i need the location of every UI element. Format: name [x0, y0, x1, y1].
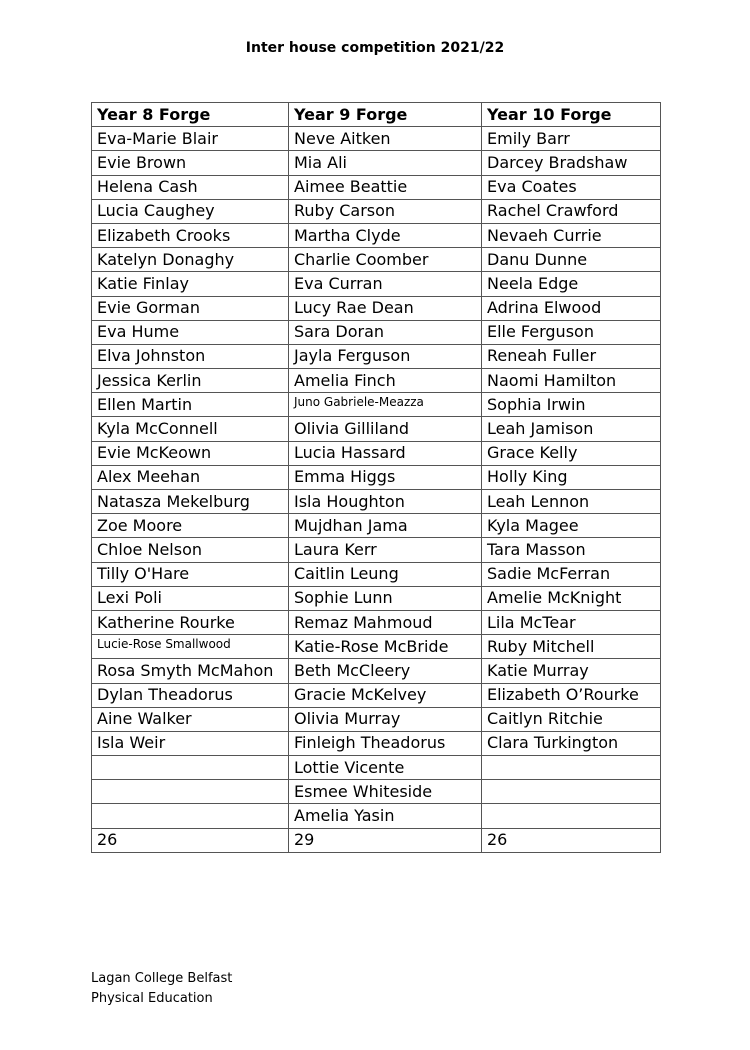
table-row — [92, 538, 661, 562]
student-cell-year-10: Emily Barr — [482, 127, 661, 151]
student-cell-year-8: Evie McKeown — [92, 441, 289, 465]
table-row — [92, 465, 661, 489]
student-cell-year-8: Elizabeth Crooks — [92, 223, 289, 247]
student-cell-year-9: Sara Doran — [289, 320, 482, 344]
student-cell-year-10: Leah Jamison — [482, 417, 661, 441]
table-row — [92, 223, 661, 247]
student-cell-year-10: Sadie McFerran — [482, 562, 661, 586]
student-cell-year-10: Holly King — [482, 465, 661, 489]
student-cell-year-8: Natasza Mekelburg — [92, 490, 289, 514]
student-cell-year-9: Aimee Beattie — [289, 175, 482, 199]
table-row — [92, 562, 661, 586]
table-row — [92, 514, 661, 538]
student-cell-year-8 — [92, 780, 289, 804]
student-cell-year-9: Sophie Lunn — [289, 586, 482, 610]
student-cell-year-8: Elva Johnston — [92, 344, 289, 368]
student-cell-year-9: Remaz Mahmoud — [289, 610, 482, 634]
student-cell-year-9: Charlie Coomber — [289, 248, 482, 272]
student-cell-year-9: Finleigh Theadorus — [289, 731, 482, 755]
student-cell-year-9: Lottie Vicente — [289, 756, 482, 780]
student-cell-year-10: Naomi Hamilton — [482, 369, 661, 393]
student-cell-year-10: Tara Masson — [482, 538, 661, 562]
department-name: Physical Education — [91, 991, 213, 1006]
total-year-10: 26 — [482, 828, 661, 852]
column-header-year-8: Year 8 Forge — [92, 103, 289, 127]
table-row — [92, 804, 661, 828]
student-cell-year-10: Katie Murray — [482, 659, 661, 683]
student-cell-year-9: Esmee Whiteside — [289, 780, 482, 804]
totals-row — [92, 828, 661, 852]
table-row — [92, 659, 661, 683]
table-row — [92, 151, 661, 175]
table-row — [92, 248, 661, 272]
table-row — [92, 127, 661, 151]
total-year-8: 26 — [92, 828, 289, 852]
table-row — [92, 780, 661, 804]
student-cell-year-8: Isla Weir — [92, 731, 289, 755]
student-cell-year-9: Katie-Rose McBride — [289, 635, 482, 659]
student-cell-year-9: Gracie McKelvey — [289, 683, 482, 707]
table-row — [92, 175, 661, 199]
student-cell-year-10: Danu Dunne — [482, 248, 661, 272]
student-cell-year-10: Neela Edge — [482, 272, 661, 296]
footer — [91, 969, 232, 1009]
student-cell-year-8: Aine Walker — [92, 707, 289, 731]
student-cell-year-10: Darcey Bradshaw — [482, 151, 661, 175]
student-cell-year-10 — [482, 780, 661, 804]
table-row — [92, 635, 661, 659]
student-cell-year-9: Lucy Rae Dean — [289, 296, 482, 320]
table-row — [92, 731, 661, 755]
student-cell-year-8: Alex Meehan — [92, 465, 289, 489]
table-row — [92, 610, 661, 634]
student-cell-year-10 — [482, 756, 661, 780]
student-cell-year-10: Adrina Elwood — [482, 296, 661, 320]
student-cell-year-9: Laura Kerr — [289, 538, 482, 562]
student-cell-year-8: Evie Gorman — [92, 296, 289, 320]
student-cell-year-8: Kyla McConnell — [92, 417, 289, 441]
column-header-year-10: Year 10 Forge — [482, 103, 661, 127]
student-cell-year-10: Elle Ferguson — [482, 320, 661, 344]
roster-table — [91, 102, 661, 853]
student-cell-year-10: Grace Kelly — [482, 441, 661, 465]
student-cell-year-8: Chloe Nelson — [92, 538, 289, 562]
student-cell-year-8: Lucia Caughey — [92, 199, 289, 223]
student-cell-year-10: Ruby Mitchell — [482, 635, 661, 659]
table-row — [92, 393, 661, 417]
student-cell-year-8: Dylan Theadorus — [92, 683, 289, 707]
student-cell-year-9: Juno Gabriele-Meazza — [289, 393, 482, 417]
student-cell-year-10: Rachel Crawford — [482, 199, 661, 223]
table-row — [92, 707, 661, 731]
student-cell-year-10: Lila McTear — [482, 610, 661, 634]
table-row — [92, 369, 661, 393]
table-row — [92, 344, 661, 368]
student-cell-year-10: Sophia Irwin — [482, 393, 661, 417]
student-cell-year-10: Eva Coates — [482, 175, 661, 199]
student-cell-year-8: Katie Finlay — [92, 272, 289, 296]
student-cell-year-8: Helena Cash — [92, 175, 289, 199]
table-row — [92, 272, 661, 296]
table-row — [92, 683, 661, 707]
student-cell-year-9: Neve Aitken — [289, 127, 482, 151]
student-cell-year-9: Martha Clyde — [289, 223, 482, 247]
student-cell-year-9: Mia Ali — [289, 151, 482, 175]
student-cell-year-10: Clara Turkington — [482, 731, 661, 755]
table-header-row — [92, 103, 661, 127]
table-row — [92, 320, 661, 344]
student-cell-year-8: Rosa Smyth McMahon — [92, 659, 289, 683]
student-cell-year-10: Nevaeh Currie — [482, 223, 661, 247]
student-cell-year-8: Katelyn Donaghy — [92, 248, 289, 272]
page-title: Inter house competition 2021/22 — [245, 40, 505, 56]
student-cell-year-9: Olivia Gilliland — [289, 417, 482, 441]
student-cell-year-10: Leah Lennon — [482, 490, 661, 514]
student-cell-year-9: Caitlin Leung — [289, 562, 482, 586]
student-cell-year-10: Elizabeth O’Rourke — [482, 683, 661, 707]
student-cell-year-9: Beth McCleery — [289, 659, 482, 683]
school-name: Lagan College Belfast — [91, 971, 233, 986]
table-row — [92, 756, 661, 780]
student-cell-year-9: Isla Houghton — [289, 490, 482, 514]
student-cell-year-9: Jayla Ferguson — [289, 344, 482, 368]
student-cell-year-8: Lucie-Rose Smallwood — [92, 635, 289, 659]
student-cell-year-9: Mujdhan Jama — [289, 514, 482, 538]
student-cell-year-9: Amelia Finch — [289, 369, 482, 393]
student-cell-year-8: Tilly O'Hare — [92, 562, 289, 586]
student-cell-year-8: Lexi Poli — [92, 586, 289, 610]
table-row — [92, 441, 661, 465]
student-cell-year-8: Eva-Marie Blair — [92, 127, 289, 151]
table-row — [92, 199, 661, 223]
table-row — [92, 586, 661, 610]
student-cell-year-8: Zoe Moore — [92, 514, 289, 538]
student-cell-year-8: Evie Brown — [92, 151, 289, 175]
table-row — [92, 417, 661, 441]
student-cell-year-10: Caitlyn Ritchie — [482, 707, 661, 731]
table-row — [92, 490, 661, 514]
student-cell-year-9: Ruby Carson — [289, 199, 482, 223]
student-cell-year-9: Eva Curran — [289, 272, 482, 296]
student-cell-year-10: Amelie McKnight — [482, 586, 661, 610]
student-cell-year-9: Lucia Hassard — [289, 441, 482, 465]
column-header-year-9: Year 9 Forge — [289, 103, 482, 127]
student-cell-year-8: Katherine Rourke — [92, 610, 289, 634]
student-cell-year-8: Eva Hume — [92, 320, 289, 344]
student-cell-year-9: Olivia Murray — [289, 707, 482, 731]
table-row — [92, 296, 661, 320]
student-cell-year-9: Amelia Yasin — [289, 804, 482, 828]
student-cell-year-10: Kyla Magee — [482, 514, 661, 538]
student-cell-year-10 — [482, 804, 661, 828]
student-cell-year-10: Reneah Fuller — [482, 344, 661, 368]
student-cell-year-8: Ellen Martin — [92, 393, 289, 417]
student-cell-year-8: Jessica Kerlin — [92, 369, 289, 393]
student-cell-year-8 — [92, 804, 289, 828]
total-year-9: 29 — [289, 828, 482, 852]
student-cell-year-8 — [92, 756, 289, 780]
student-cell-year-9: Emma Higgs — [289, 465, 482, 489]
